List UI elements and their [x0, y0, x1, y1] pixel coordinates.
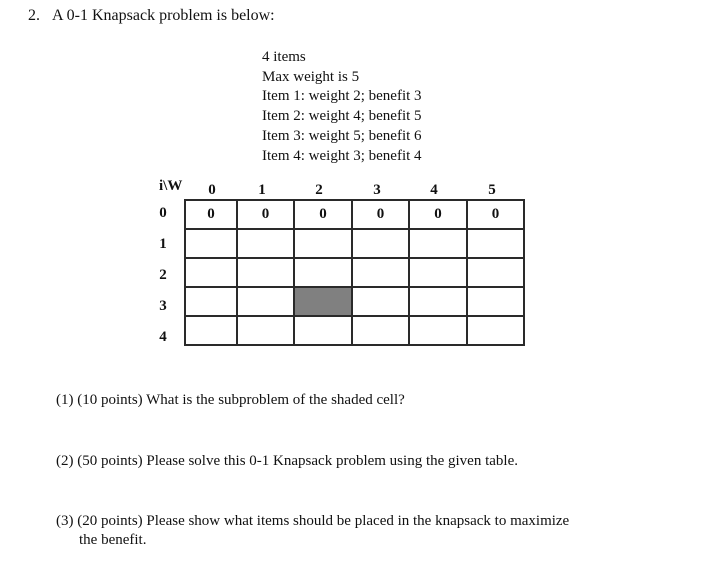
table-cell — [237, 258, 294, 287]
info-item-count: 4 items — [262, 49, 306, 65]
table-cell — [409, 258, 467, 287]
row-header-2: 2 — [159, 267, 167, 283]
row-header-1: 1 — [159, 236, 167, 252]
table-cell — [352, 229, 409, 258]
table-cell — [185, 229, 237, 258]
table-row — [185, 200, 524, 229]
row-header-4: 4 — [159, 329, 167, 345]
question-3 — [56, 512, 569, 550]
question-1-text: (1) (10 points) What is the subproblem of the shaded cell? — [56, 392, 405, 408]
table-cell — [409, 287, 467, 316]
info-item-2: Item 2: weight 4; benefit 5 — [262, 108, 422, 125]
row-header-3: 3 — [159, 298, 167, 314]
problem-info — [262, 48, 422, 166]
table-corner-label: i\W — [159, 178, 183, 194]
table-cell — [185, 258, 237, 287]
table-cell — [294, 229, 352, 258]
table-cell — [294, 316, 352, 345]
table-cell: 0 — [237, 200, 294, 229]
table-cell: 0 — [352, 200, 409, 229]
table-row — [185, 258, 524, 287]
info-item-3: Item 3: weight 5; benefit 6 — [262, 127, 422, 144]
table-cell — [294, 258, 352, 287]
table-cell — [409, 229, 467, 258]
col-header-0: 0 — [208, 182, 216, 198]
table-cell — [467, 229, 524, 258]
table-cell — [352, 258, 409, 287]
problem-title: A 0-1 Knapsack problem is below: — [52, 7, 275, 24]
table-row — [185, 287, 524, 316]
col-header-3: 3 — [373, 182, 381, 198]
problem-number: 2. — [28, 7, 40, 24]
table-cell — [352, 287, 409, 316]
shaded-cell — [294, 287, 352, 316]
table-row — [185, 229, 524, 258]
col-header-4: 4 — [430, 182, 438, 198]
table-cell — [467, 316, 524, 345]
knapsack-table — [184, 199, 525, 346]
info-max-weight: Max weight is 5 — [262, 68, 360, 85]
table-cell — [467, 287, 524, 316]
table-cell — [185, 316, 237, 345]
table-cell: 0 — [185, 200, 237, 229]
col-header-1: 1 — [258, 182, 266, 198]
table-row — [185, 316, 524, 345]
question-2-text: (2) (50 points) Please solve this 0-1 Knapsack problem using the given table. — [56, 453, 518, 469]
table-cell: 0 — [409, 200, 467, 229]
info-item-1: Item 1: weight 2; benefit 3 — [262, 88, 422, 105]
question-2 — [56, 452, 518, 471]
question-3-text: (3) (20 points) Please show what items should be placed in the knapsack to maximize — [56, 513, 570, 529]
table-cell: 0 — [294, 200, 352, 229]
col-header-5: 5 — [488, 182, 496, 198]
table-cell — [237, 316, 294, 345]
table-cell — [409, 316, 467, 345]
row-header-0: 0 — [159, 205, 167, 221]
table-cell — [237, 287, 294, 316]
question-3-continuation: the benefit. — [79, 532, 147, 548]
question-1 — [56, 391, 405, 410]
table-cell — [352, 316, 409, 345]
info-item-4: Item 4: weight 3; benefit 4 — [262, 147, 422, 164]
table-cell: 0 — [467, 200, 524, 229]
problem-heading — [28, 7, 275, 25]
table-cell — [467, 258, 524, 287]
table-cell — [237, 229, 294, 258]
table-cell — [185, 287, 237, 316]
col-header-2: 2 — [315, 182, 323, 198]
